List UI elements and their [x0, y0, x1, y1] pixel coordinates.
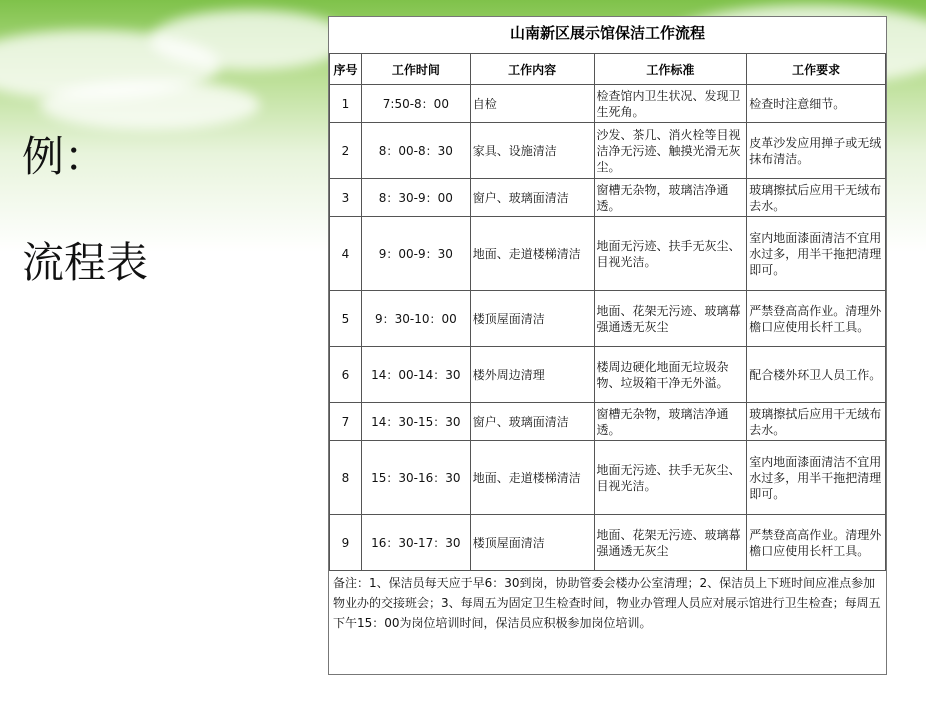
table-row [330, 403, 886, 441]
cell-standard: 沙发、茶几、消火栓等目视洁净无污迹、触摸光滑无灰尘。 [594, 123, 747, 179]
cell-content: 家具、设施清洁 [470, 123, 594, 179]
header-content: 工作内容 [470, 54, 594, 85]
cell-content: 窗户、玻璃面清洁 [470, 403, 594, 441]
cell-seq: 3 [330, 179, 362, 217]
cell-standard: 地面、花架无污迹、玻璃幕强通透无灰尘 [594, 291, 747, 347]
background-cloud [40, 80, 260, 130]
cell-content: 楼顶屋面清洁 [470, 515, 594, 571]
cell-time: 9：00-9：30 [361, 217, 470, 291]
cell-standard: 窗槽无杂物，玻璃洁净通透。 [594, 179, 747, 217]
cell-seq: 1 [330, 85, 362, 123]
cell-time: 8：30-9：00 [361, 179, 470, 217]
cell-content: 楼顶屋面清洁 [470, 291, 594, 347]
cell-standard: 检查馆内卫生状况、发现卫生死角。 [594, 85, 747, 123]
cell-requirement: 室内地面漆面清洁不宜用水过多，用半干拖把清理即可。 [747, 441, 886, 515]
cell-time: 16：30-17：30 [361, 515, 470, 571]
cell-time: 15：30-16：30 [361, 441, 470, 515]
table-row [330, 123, 886, 179]
cell-time: 9：30-10：00 [361, 291, 470, 347]
notes-section: 备注：1、保洁员每天应于早6：30到岗，协助管委会楼办公室清理；2、保洁员上下班时间应准点参加物业办的交接班会；3、每周五为固定卫生检查时间，物业办管理人员应对展示馆进行卫生检查；每周五下午15：00为岗位培训时间，保洁员应积极参加岗位培训。 [333, 576, 881, 630]
cell-requirement: 严禁登高高作业。清理外檐口应使用长杆工具。 [747, 291, 886, 347]
header-requirement: 工作要求 [747, 54, 886, 85]
cell-standard: 窗槽无杂物，玻璃洁净通透。 [594, 403, 747, 441]
cell-requirement: 严禁登高高作业。清理外檐口应使用长杆工具。 [747, 515, 886, 571]
cell-time: 8：00-8：30 [361, 123, 470, 179]
cell-seq: 9 [330, 515, 362, 571]
cell-seq: 6 [330, 347, 362, 403]
cell-content: 地面、走道楼梯清洁 [470, 217, 594, 291]
table-row [330, 347, 886, 403]
cell-requirement: 检查时注意细节。 [747, 85, 886, 123]
table-row [330, 291, 886, 347]
cell-seq: 7 [330, 403, 362, 441]
cell-time: 7:50-8：00 [361, 85, 470, 123]
cell-requirement: 室内地面漆面清洁不宜用水过多，用半干拖把清理即可。 [747, 217, 886, 291]
flowchart-label: 流程表 [22, 238, 149, 287]
table-header-row [330, 54, 886, 85]
cell-requirement: 玻璃擦拭后应用干无绒布去水。 [747, 403, 886, 441]
cell-standard: 地面无污迹、扶手无灰尘、目视光洁。 [594, 441, 747, 515]
table-row [330, 217, 886, 291]
cell-seq: 2 [330, 123, 362, 179]
header-standard: 工作标准 [594, 54, 747, 85]
cell-requirement: 皮革沙发应用掸子或无绒抹布清洁。 [747, 123, 886, 179]
example-label: 例： [22, 132, 107, 181]
cell-seq: 8 [330, 441, 362, 515]
cell-requirement: 玻璃擦拭后应用干无绒布去水。 [747, 179, 886, 217]
cell-standard: 楼周边硬化地面无垃圾杂物、垃圾箱干净无外溢。 [594, 347, 747, 403]
cell-seq: 5 [330, 291, 362, 347]
cell-content: 楼外周边清理 [470, 347, 594, 403]
cell-time: 14：30-15：30 [361, 403, 470, 441]
cell-content: 自检 [470, 85, 594, 123]
table-row [330, 179, 886, 217]
cell-content: 窗户、玻璃面清洁 [470, 179, 594, 217]
table-row [330, 515, 886, 571]
cell-content: 地面、走道楼梯清洁 [470, 441, 594, 515]
cell-seq: 4 [330, 217, 362, 291]
cell-requirement: 配合楼外环卫人员工作。 [747, 347, 886, 403]
table-row [330, 441, 886, 515]
cell-standard: 地面、花架无污迹、玻璃幕强通透无灰尘 [594, 515, 747, 571]
procedure-table [329, 53, 886, 571]
header-seq: 序号 [330, 54, 362, 85]
cell-time: 14：00-14：30 [361, 347, 470, 403]
cell-standard: 地面无污迹、扶手无灰尘、目视光洁。 [594, 217, 747, 291]
document-title: 山南新区展示馆保洁工作流程 [509, 24, 705, 42]
background-cloud [150, 10, 350, 70]
cleaning-procedure-document [328, 16, 887, 675]
table-row [330, 85, 886, 123]
header-time: 工作时间 [361, 54, 470, 85]
